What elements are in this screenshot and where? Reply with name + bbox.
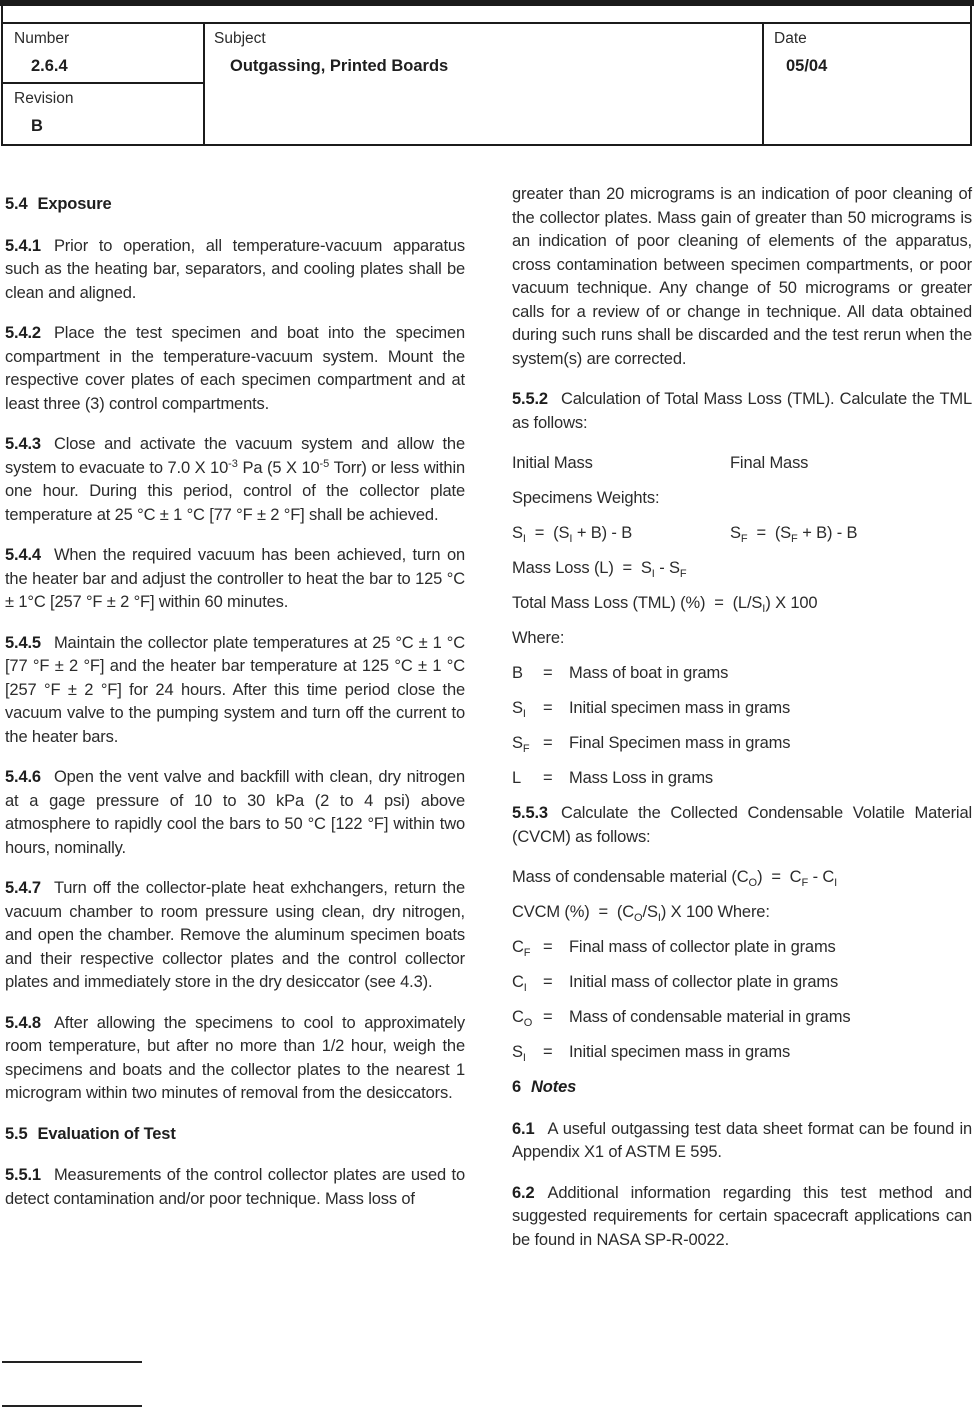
header-revision-cell xyxy=(3,84,203,144)
paragraph-text: Additional information regarding this test method and suggested requirements for certain spacecraft applications can be found in NASA SP-R-0022. xyxy=(512,1183,972,1249)
definition-value: Initial specimen mass in grams xyxy=(569,699,791,717)
paragraph-number: 5.4.8 xyxy=(5,1013,41,1032)
definition-value: Initial mass of collector plate in grams xyxy=(569,973,839,991)
initial-specimen-formula: $S_I = (S_I + B) - B$ xyxy=(512,524,633,545)
definition-initial-specimen-mass-cvcm xyxy=(512,1041,972,1065)
equals-sign: = xyxy=(543,699,553,717)
definition-symbol: $C_I$ xyxy=(512,973,527,994)
paragraph-number: 5.4.6 xyxy=(5,768,41,786)
condensable-mass-formula: Mass of condensable material $(C_O) = C_F - C_I$ xyxy=(512,868,838,889)
paragraph-5-5-1-continued: greater than 20 micrograms is an indication of poor cleaning of the collector plates. Mass gain of greater than 50 micrograms is an indication of poor cleaning of elements of the apparatus, cross contamination between specimen compartments, or poor vacuum technique. Any change of 50 micrograms or greater calls for a review of or change in technique. All data obtained during such runs shall be discarded and the test rerun when the system(s) are corrected. xyxy=(512,185,972,368)
paragraph-text: Measurements of the control collector plates are used to detect contamination and/or poor technique. Mass loss of xyxy=(5,1166,465,1208)
section-title: Notes xyxy=(531,1078,577,1096)
definition-initial-specimen-mass xyxy=(512,697,972,721)
definition-boat-mass xyxy=(512,662,972,686)
definition-value: Final Specimen mass in grams xyxy=(569,734,791,752)
equals-sign: = xyxy=(543,1043,553,1061)
paragraph-5-4-3 xyxy=(5,433,465,527)
footnote-rule-1 xyxy=(2,1361,142,1363)
paragraph-5-4-8 xyxy=(5,1012,465,1106)
section-heading-6 xyxy=(512,1076,972,1100)
paragraph-number: 5.5.1 xyxy=(5,1166,41,1184)
definition-condensable-material-mass xyxy=(512,1006,972,1030)
section-heading-5-4 xyxy=(5,193,465,217)
paragraph-number: 5.4.5 xyxy=(5,633,41,652)
definition-value: Final mass of collector plate in grams xyxy=(569,938,836,956)
definition-final-specimen-mass xyxy=(512,732,972,756)
paragraph-text: A useful outgassing test data sheet format can be found in Appendix X1 of ASTM E 595. xyxy=(512,1119,972,1161)
paragraph-text: Prior to operation, all temperature-vacuum apparatus such as the heating bar, separators, and cooling plates shall be clean and aligned. xyxy=(5,236,465,302)
section-title: Exposure xyxy=(37,195,112,213)
subject-label: Subject xyxy=(214,30,266,47)
paragraph-5-4-2 xyxy=(5,322,465,416)
mass-loss-formula: Mass Loss $(L) = S_I - S_F$ xyxy=(512,559,687,580)
paragraph-5-5-3 xyxy=(512,802,972,849)
paragraph-5-5-2 xyxy=(512,388,972,435)
specimen-weight-formulas xyxy=(512,522,972,546)
definition-symbol: $S_I$ xyxy=(512,1043,526,1064)
paragraph-number: 5.4.1 xyxy=(5,236,41,255)
paragraph-number: 5.4.7 xyxy=(5,879,41,897)
paragraph-number: 6.1 xyxy=(512,1119,535,1138)
footnote-rule-2 xyxy=(2,1405,142,1407)
definition-mass-loss xyxy=(512,767,972,791)
section-heading-5-5 xyxy=(5,1123,465,1147)
definition-symbol: B xyxy=(512,664,523,682)
paragraph-5-4-4 xyxy=(5,544,465,615)
paragraph-text: Place the test specimen and boat into the specimen compartment in the temperature-vacuum system. Mount the respective cover plates of each specimen compartment and at least three (3) control compartments. xyxy=(5,324,465,413)
document-header xyxy=(1,6,972,146)
section-number: 6 xyxy=(512,1078,522,1096)
paragraph-text: After allowing the specimens to cool to approximately room temperature, but after no more than 1/2 hour, weigh the specimens and boats and the collector plates to the nearest 1 microgram within two minutes of removal from the desiccators. xyxy=(5,1013,465,1102)
definition-symbol: L xyxy=(512,769,522,787)
header-date-cell xyxy=(764,24,970,144)
definition-symbol: $C_O$ xyxy=(512,1008,533,1029)
section-number: 5.5 xyxy=(5,1124,28,1143)
section-title: Evaluation of Test xyxy=(37,1124,176,1143)
subject-value: Outgassing, Printed Boards xyxy=(230,57,449,75)
where-label: Where: xyxy=(512,629,565,647)
equals-sign: = xyxy=(543,973,553,991)
paragraph-number: 6.2 xyxy=(512,1183,535,1202)
paragraph-6-1 xyxy=(512,1118,972,1165)
header-number-cell xyxy=(3,24,203,84)
paragraph-text: Open the vent valve and backfill with clean, dry nitrogen at a gage pressure of 10 to 30 kPa (2 to 4 psi) above atmosphere to rapidly cool the bars to 50 °C [122 °F] within two hours, nominally. xyxy=(5,768,465,857)
equals-sign: = xyxy=(543,734,553,752)
number-value: 2.6.4 xyxy=(31,57,68,75)
paragraph-number: 5.4.4 xyxy=(5,546,41,564)
definition-value: Mass of boat in grams xyxy=(569,664,729,682)
document-body xyxy=(5,183,972,1269)
header-number-revision-column xyxy=(3,24,205,144)
date-value: 05/04 xyxy=(786,57,828,75)
final-mass-label: Final Mass xyxy=(730,454,809,472)
section-number: 5.4 xyxy=(5,195,28,213)
paragraph-text: Maintain the collector plate temperatures at 25 °C ± 1 °C [77 °F ± 2 °F] and the heater bar temperature at 125 °C ± 1 °C [257 °F ± 2 °F] for 24 hours. After this time period close the vacuum valve to the pumping system and turn off the current to the heater bars. xyxy=(5,633,465,746)
paragraph-number: 5.4.2 xyxy=(5,324,41,342)
definition-symbol: $S_I$ xyxy=(512,699,526,720)
definition-value: Mass of condensable material in grams xyxy=(569,1008,851,1026)
paragraph-5-4-5 xyxy=(5,632,465,750)
paragraph-text: Calculation of Total Mass Loss (TML). Calculate the TML as follows: xyxy=(512,390,972,432)
date-label: Date xyxy=(774,30,807,47)
paragraph-5-4-1 xyxy=(5,235,465,306)
equals-sign: = xyxy=(543,664,553,682)
header-row xyxy=(3,24,970,144)
definition-initial-collector-mass xyxy=(512,971,972,995)
paragraph-text: When the required vacuum has been achieved, turn on the heater bar and adjust the controller to heat the bar to 125 °C ± 1°C [257 °F ± 2 °F] within 60 minutes. xyxy=(5,546,465,611)
paragraph-text: Turn off the collector-plate heat exhchangers, return the vacuum chamber to room pressure using clean, dry nitrogen, and open the chamber. Remove the aluminum specimen boats and their respective collector plates and the control collector plates and immediately store in the dry desiccator (see 4.3). xyxy=(5,879,465,991)
left-column xyxy=(5,183,465,1269)
definition-value: Initial specimen mass in grams xyxy=(569,1043,791,1061)
equals-sign: = xyxy=(543,769,553,787)
definition-value: Mass Loss in grams xyxy=(569,769,714,787)
header-subject-cell xyxy=(205,24,764,144)
paragraph-5-4-7 xyxy=(5,877,465,995)
header-strip xyxy=(3,6,970,24)
definition-symbol: $C_F$ xyxy=(512,938,531,959)
number-label: Number xyxy=(14,30,70,47)
equals-sign: = xyxy=(543,938,553,956)
paragraph-number: 5.5.2 xyxy=(512,390,548,408)
equals-sign: = xyxy=(543,1008,553,1026)
mass-headers-row xyxy=(512,452,972,476)
definition-symbol: $S_F$ xyxy=(512,734,530,755)
paragraph-text: Calculate the Collected Condensable Volatile Material (CVCM) as follows: xyxy=(512,804,972,846)
tml-formula: Total Mass Loss (TML) (%) = $(L/S_I)$ X 100 xyxy=(512,594,818,615)
final-specimen-formula: $S_F = (S_F + B) - B$ xyxy=(730,524,858,545)
specimens-weights-label: Specimens Weights: xyxy=(512,489,660,507)
paragraph-5-5-1 xyxy=(5,1164,465,1211)
paragraph-number: 5.4.3 xyxy=(5,435,41,453)
revision-value: B xyxy=(31,117,43,135)
definition-final-collector-mass xyxy=(512,936,972,960)
paragraph-text: Close and activate the vacuum system and allow the system to evacuate to 7.0 X $10^{-3}$ Pa (5 X $10^{-5}$ Torr) or less within one hour. During this period, control of the collector plate temperature at 25 °C ± 1 °C [77 °F ± 2 °F] shall be achieved. xyxy=(5,435,466,524)
paragraph-number: 5.5.3 xyxy=(512,804,548,822)
cvcm-formula: CVCM (%) = $(C_O/S_I)$ X 100 Where: xyxy=(512,903,770,924)
initial-mass-label: Initial Mass xyxy=(512,454,593,472)
paragraph-5-4-6 xyxy=(5,766,465,860)
revision-label: Revision xyxy=(14,90,74,107)
paragraph-6-2 xyxy=(512,1182,972,1253)
right-column xyxy=(512,183,972,1269)
